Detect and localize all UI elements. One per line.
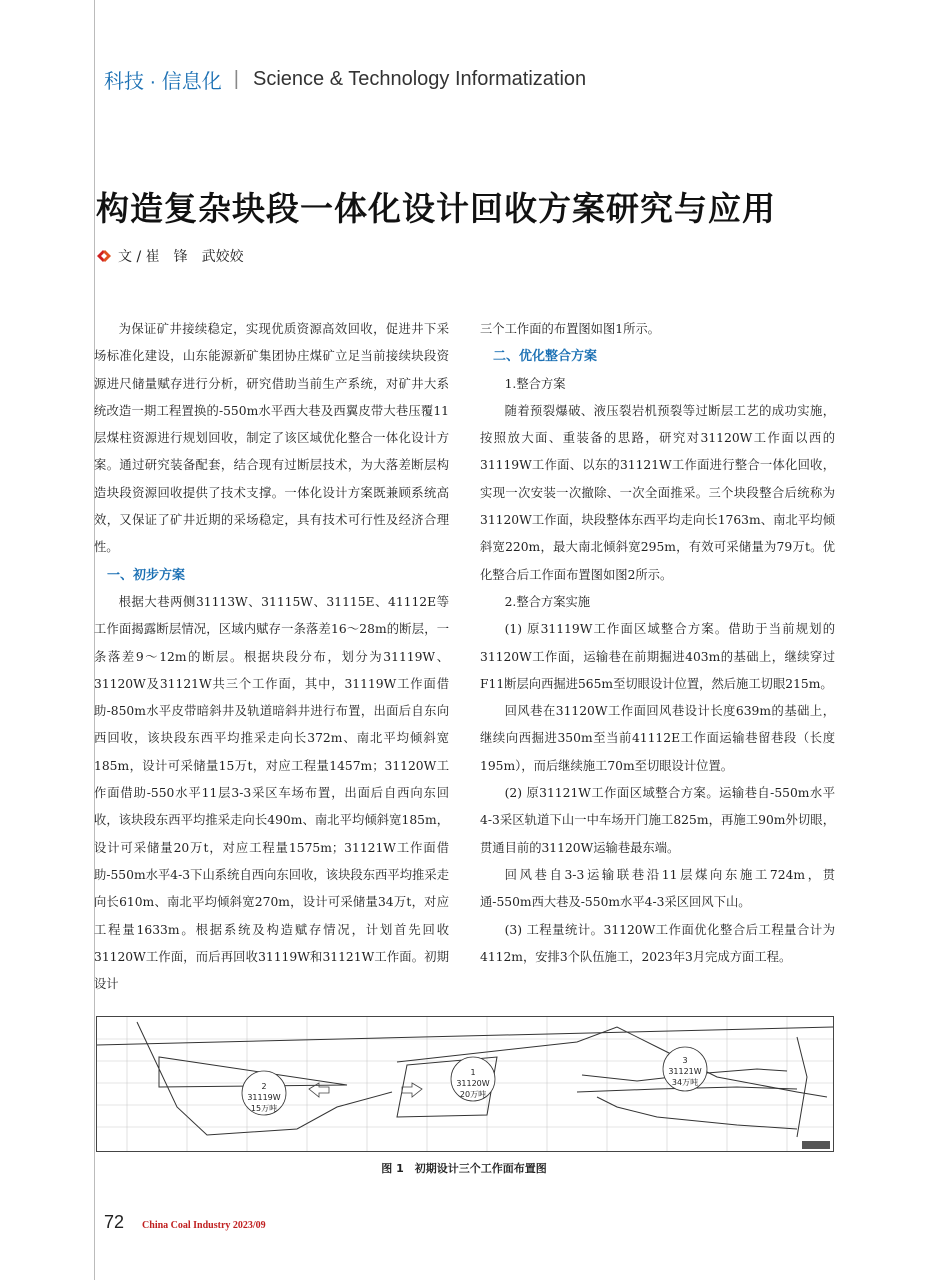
panel-2-number: 2 xyxy=(261,1082,267,1091)
layout-map-drawing xyxy=(97,1017,833,1151)
paragraph-intro: 为保证矿井接续稳定，实现优质资源高效回收，促进井下采场标准化建设，山东能源新矿集团协庄煤矿立足当前接续块段资源进尺储量赋存进行分析，研究借助当前生产系统，对矿井大系统改造一期工程置换的-550m水平西大巷及西翼皮带大巷压覆11层煤柱资源进行规划回收，制定了该区域优化整合一体化设计方案。通过研究装备配套，结合现有过断层技术，为大落差断层构造块段资源回收提供了技术支撑。一体化设计方案既兼顾系统高效，又保证了矿井近期的采场稳定，具有技术可行性及经济合理性。 xyxy=(94,322,449,555)
paragraph-initial-plan: 根据大巷两侧31113W、31115W、31115E、41112E等工作面揭露断层情况，区域内赋存一条落差16～28m的断层，一条落差9～12m的断层。根据块段分布，划分为31119W、31120W及31121W共三个工作面，其中，31119W工作面借助-850m水平皮带暗斜井及轨道暗斜井进行布置，出面后自东向西回收，该块段东西平均推采走向长372m、南北平均倾斜宽185m，设计可采储量15万t，对应工程量1457m；31120W工作面借助-550水平11层3-3采区车场布置，出面后自西向东回收，该块段东西平均推采走向长490m、南北平均倾斜宽185m，设计可采储量20万t，对应工程量1575m；31121W工作面借助-550m水平4-3下山系统自西向东回收，该块段东西平均推采走向长610m、南北平均倾斜宽270m，设计可采储量34万t，对应工程量1633m。根据系统及构造赋存情况，计划首先回收31120W工作面，而后再回收31119W和31121W工作面。初期设计 xyxy=(94,594,449,992)
subheading-integration-plan: 1.整合方案 xyxy=(504,376,566,391)
paragraph-31119w: (1) 原31119W工作面区域整合方案。借助于当前规划的31120W工作面，运输巷在前期掘进403m的基础上，继续穿过F11断层向西掘进565m至切眼设计位置，然后施工切眼215m。 xyxy=(480,622,835,691)
subheading-implementation: 2.整合方案实施 xyxy=(504,594,591,609)
panel-3-reserve: 34万吨 xyxy=(671,1078,699,1087)
byline xyxy=(96,246,244,266)
section-header xyxy=(104,64,586,94)
paragraph-continued: 三个工作面的布置图如图1所示。 xyxy=(480,322,660,336)
journal-name: China Coal Industry 2023/09 xyxy=(142,1220,266,1231)
page-footer xyxy=(104,1212,266,1233)
authors: 文 / 崔 锋 武姣姣 xyxy=(118,249,244,265)
paragraph-return-airway: 回风巷在31120W工作面回风巷设计长度639m的基础上，继续向西掘进350m至当前41112E工作面运输巷留巷段（长度195m），而后继续施工70m至切眼设计位置。 xyxy=(480,704,835,773)
panel-2-name: 31119W xyxy=(247,1093,281,1102)
column-left xyxy=(94,316,449,998)
paragraph-integration: 随着预裂爆破、液压裂岩机预裂等过断层工艺的成功实施，按照放大面、重装备的思路，研究对31120W工作面以西的31119W工作面、以东的31121W工作面进行整合一体化回收，实现一次安装一次撤除、一次全面推采。三个块段整合后统称为31120W工作面，块段整体东西平均走向长1763m、南北平均倾斜宽220m，最大南北倾斜宽295m，有效可采储量为79万t。优化整合后工作面布置图如图2所示。 xyxy=(480,403,835,582)
column-right xyxy=(480,316,835,971)
panel-2-reserve: 15万吨 xyxy=(250,1104,278,1113)
author-mark-icon xyxy=(96,249,112,263)
paragraph-return-airway-2: 回风巷自3-3运输联巷沿11层煤向东施工724m，贯通-550m西大巷及-550m水平4-3采区回风下山。 xyxy=(480,867,835,910)
page-number: 72 xyxy=(104,1212,125,1232)
figure-layout-map xyxy=(96,1016,834,1152)
figure-caption: 图 1 初期设计三个工作面布置图 xyxy=(381,1162,547,1175)
article-title: 构造复杂块段一体化设计回收方案研究与应用 xyxy=(96,189,776,228)
heading-initial-plan: 一、初步方案 xyxy=(107,567,186,583)
heading-optimized-plan: 二、优化整合方案 xyxy=(493,349,598,365)
header-separator: | xyxy=(233,67,239,90)
panel-1-name: 31120W xyxy=(456,1079,490,1088)
section-title-cn: 科技 · 信息化 xyxy=(104,70,222,93)
panel-3-number: 3 xyxy=(682,1056,688,1065)
panel-1-number: 1 xyxy=(470,1068,476,1077)
panel-1-reserve: 20万吨 xyxy=(459,1090,487,1099)
section-title-en: Science & Technology Informatization xyxy=(252,67,587,90)
paragraph-31121w: (2) 原31121W工作面区域整合方案。运输巷自-550m水平4-3采区轨道下山一中车场开门施工825m，再施工90m外切眼，贯通目前的31120W运输巷最东端。 xyxy=(480,786,835,855)
panel-3-name: 31121W xyxy=(668,1067,702,1076)
paragraph-quantities: (3) 工程量统计。31120W工作面优化整合后工程量合计为4112m，安排3个队伍施工，2023年3月完成方面工程。 xyxy=(480,922,835,964)
